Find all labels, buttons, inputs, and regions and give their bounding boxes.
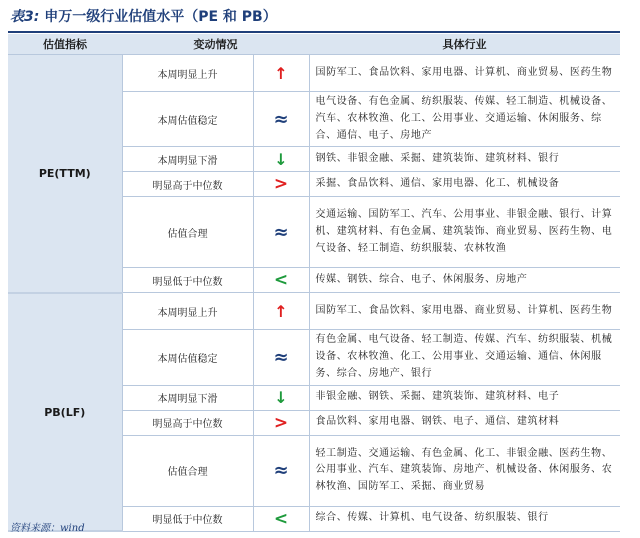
up-arrow-icon: ↑: [274, 301, 288, 321]
industries-cell: 有色金属、电气设备、轻工制造、传媒、汽车、纺织服装、机械设备、农林牧渔、化工、公用事业、交通运输、通信、休闲服务、综合、房地产、银行: [309, 330, 620, 385]
change-cell: 本周明显下滑: [122, 385, 253, 410]
industries-cell: 电气设备、有色金属、纺织服装、传媒、轻工制造、机械设备、汽车、农林牧渔、化工、公用事业、交通运输、休闲服务、综合、通信、电子、房地产: [309, 92, 620, 147]
header-row: [8, 34, 620, 55]
industries-cell: 国防军工、食品饮料、家用电器、商业贸易、计算机、医药生物: [309, 293, 620, 330]
change-cell: 估值合理: [122, 435, 253, 506]
header-metric: 估值指标: [8, 34, 122, 55]
change-cell: 本周明显下滑: [122, 147, 253, 172]
source-note: 资料来源：wind: [10, 523, 85, 534]
greater-than-icon: >: [273, 174, 289, 195]
change-cell: 明显低于中位数: [122, 506, 253, 531]
change-cell: 估值合理: [122, 197, 253, 268]
change-cell: 明显高于中位数: [122, 410, 253, 435]
industries-cell: 采掘、食品饮料、通信、家用电器、化工、机械设备: [309, 172, 620, 197]
change-cell: 本周估值稳定: [122, 92, 253, 147]
header-industries: 具体行业: [309, 34, 620, 55]
less-than-icon: <: [273, 508, 289, 529]
change-cell: 本周估值稳定: [122, 330, 253, 385]
header-change: 变动情况: [122, 34, 309, 55]
change-cell: 明显低于中位数: [122, 268, 253, 293]
industries-cell: 食品饮料、家用电器、钢铁、电子、通信、建筑材料: [309, 410, 620, 435]
table-row: [8, 55, 620, 92]
valuation-table: [8, 34, 620, 532]
approx-icon: ≈: [273, 221, 289, 243]
change-cell: 本周明显上升: [122, 55, 253, 92]
change-cell: 本周明显上升: [122, 293, 253, 330]
industries-cell: 国防军工、食品饮料、家用电器、计算机、商业贸易、医药生物: [309, 55, 620, 92]
greater-than-icon: >: [273, 412, 289, 433]
table-title: [10, 4, 277, 30]
change-cell: 明显高于中位数: [122, 172, 253, 197]
less-than-icon: <: [273, 270, 289, 291]
table-number: 表3:: [10, 9, 40, 25]
table-row: [8, 293, 620, 330]
approx-icon: ≈: [273, 347, 289, 369]
down-arrow-icon: ↓: [274, 388, 288, 408]
industries-cell: 传媒、钢铁、综合、电子、休闲服务、房地产: [309, 268, 620, 293]
industries-cell: 钢铁、非银金融、采掘、建筑装饰、建筑材料、银行: [309, 147, 620, 172]
metric-cell-pe: PE(TTM): [8, 55, 122, 293]
industries-cell: 交通运输、国防军工、汽车、公用事业、非银金融、银行、计算机、建筑材料、有色金属、建筑装饰、商业贸易、医药生物、电气设备、轻工制造、纺织服装、农林牧渔: [309, 197, 620, 268]
approx-icon: ≈: [273, 460, 289, 482]
approx-icon: ≈: [273, 108, 289, 130]
industries-cell: 综合、传媒、计算机、电气设备、纺织服装、银行: [309, 506, 620, 531]
title-rule: [8, 31, 620, 33]
industries-cell: 非银金融、钢铁、采掘、建筑装饰、建筑材料、电子: [309, 385, 620, 410]
metric-cell-pb: PB(LF): [8, 293, 122, 531]
up-arrow-icon: ↑: [274, 63, 288, 83]
down-arrow-icon: ↓: [274, 149, 288, 169]
industries-cell: 轻工制造、交通运输、有色金属、化工、非银金融、医药生物、公用事业、汽车、建筑装饰、房地产、机械设备、休闲服务、农林牧渔、国防军工、采掘、商业贸易: [309, 435, 620, 506]
table-title-text: 申万一级行业估值水平（PE 和 PB）: [44, 9, 277, 25]
